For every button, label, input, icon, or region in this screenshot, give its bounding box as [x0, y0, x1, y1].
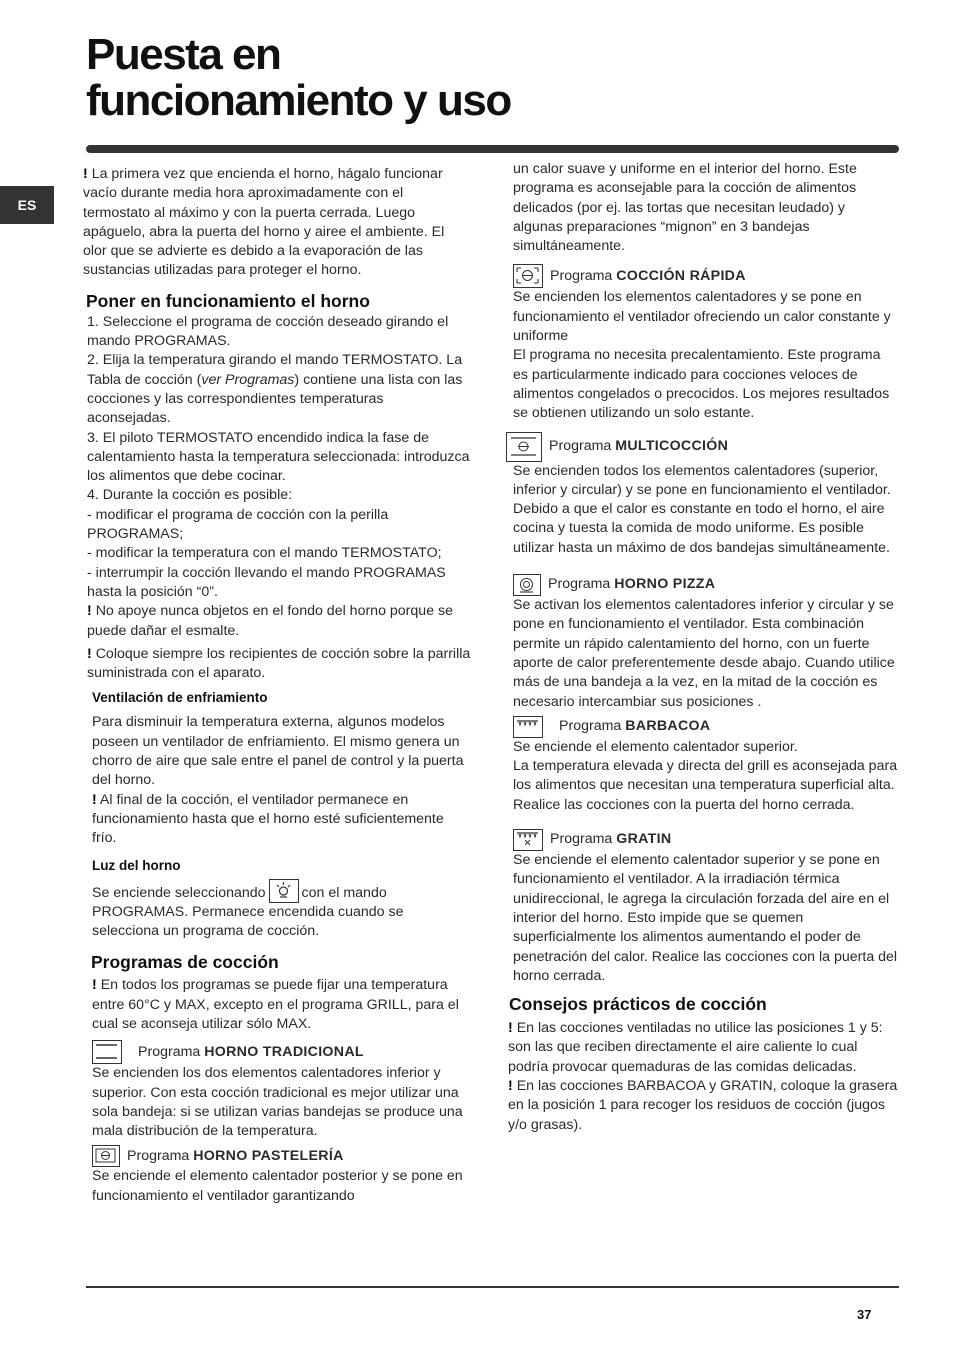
program-traditional-header: Programa HORNO TRADICIONAL — [92, 1040, 471, 1064]
title-rule — [86, 145, 899, 153]
ventilation-body — [83, 713, 471, 848]
pizza-text: Se activan los elementos calentadores inferior y circular y se pone en funcionamiento el ventilador. Esta combinación permite un rápido calentamiento del horno, con un fuerte aporte de calor preferentemente desde abajo. Cuando utilice más de una bandeja a la vez, en la mitad de la cocción es necesario intercambiar sus posiciones . — [513, 597, 895, 710]
bbq-text-1: Se enciende el elemento calentador superior. — [513, 738, 798, 755]
programs-body — [83, 976, 471, 1206]
page-number: 37 — [857, 1307, 872, 1322]
step-4: 4. Durante la cocción es posible: — [87, 487, 293, 504]
ventilation-title: Ventilación de enfriamiento — [92, 690, 268, 706]
programs-warning: ! En todos los programas se puede fijar una temperatura entre 60°C y MAX, excepto en el programa GRILL, para el cual se aconseja utilizar sólo MAX. — [92, 977, 459, 1032]
warning-enamel: ! No apoye nunca objetos en el fondo del horno porque se puede dañar el esmalte. — [87, 603, 454, 639]
warning-mark: ! — [83, 166, 88, 182]
rapid-text-1: Se encienden los elementos calentadores y se pone en funcionamiento el ventilador ofreciendo un calor constante y uniforme — [513, 289, 891, 345]
pastry-oven-icon — [92, 1145, 120, 1167]
program-name: HORNO TRADICIONAL — [204, 1043, 364, 1060]
start-steps — [83, 313, 471, 684]
multi-text: Se encienden todos los elementos calentadores (superior, inferior y circular) y se pone en funcionamiento el ventilador. Debido a que el calor es constante en todo el horno, el aire cocina y tuesta la comida de modo uniforme. Es posible utilizar hasta un máximo de dos bandejas simultáneamente. — [513, 462, 891, 556]
warning-grill: ! Coloque siempre los recipientes de cocción sobre la parrilla suministrada con el aparato. — [87, 645, 471, 682]
intro-paragraph: ! La primera vez que encienda el horno, hágalo funcionar vacío durante media hora aproximadamente con el termostato al máximo y con la puerta cerrada. Luego apáguelo, abra la puerta del horno y airee el ambiente. El olor que se advierte es debido a la evaporación de las sustancias utilizadas para proteger el horno. — [83, 166, 445, 279]
program-gratin-header: Programa GRATIN — [513, 829, 898, 851]
footer-rule — [86, 1286, 899, 1288]
tips-section-title: Consejos prácticos de cocción — [509, 994, 767, 1015]
programs-section-title: Programas de cocción — [91, 952, 279, 973]
tips-body — [508, 1019, 898, 1135]
pastry-text: Se enciende el elemento calentador posterior y se pone en funcionamiento el ventilador garantizando — [92, 1168, 463, 1204]
left-column — [83, 165, 471, 1206]
pastry-continuation: un calor suave y uniforme en el interior del horno. Este programa es aconsejable para la cocción de alimentos delicados (por ej. las tortas que necesitan leudado) y algunas preparaciones “mignon” en 3 bandejas simultáneamente. — [513, 161, 857, 255]
traditional-text: Se encienden los dos elementos calentadores inferior y superior. Con esta cocción tradicional es mejor utilizar una sola bandeja: si se utilizan varias bandejas se produce una mala distribución de la temperatura. — [92, 1065, 463, 1140]
rapid-cooking-icon — [513, 264, 543, 288]
rapid-text-2: El programa no necesita precalentamiento. Este programa es particularmente indicado para cocciones veloces de alimentos congelados o precocidos. Los mejores resultados se obtienen utilizando un solo estante. — [513, 347, 890, 422]
program-pastry-header: Programa HORNO PASTELERÍA — [92, 1145, 471, 1167]
step-4b: - modificar la temperatura con el mando TERMOSTATO; — [87, 545, 442, 562]
gratin-text: Se enciende el elemento calentador superior y se pone en funcionamiento el ventilador. A la irradiación térmica unidireccional, le agrega la circulación forzada del aire en el interior del horno. Esto impide que se quemen superficialmente los alimentos aumentando el poder de penetración del calor. Realice las cocciones con la puerta del horno cerrada. — [513, 852, 898, 984]
step-4a: - modificar el programa de cocción con la perilla PROGRAMAS; — [87, 506, 389, 543]
gratin-icon — [513, 829, 543, 851]
title-line-1: Puesta en — [86, 30, 281, 79]
pizza-oven-icon — [513, 574, 541, 596]
light-title: Luz del horno — [92, 857, 181, 873]
ventilation-text: Para disminuir la temperatura externa, algunos modelos poseen un ventilador de enfriamiento. El mismo genera un chorro de aire que sale entre el panel de control y la puerta del horno. — [92, 714, 464, 789]
title-line-2: funcionamiento y uso — [86, 76, 511, 125]
tip-1: ! En las cocciones ventiladas no utilice las posiciones 1 y 5: son las que reciben directamente el aire caliente lo cual podría provocar quemaduras de las comidas delicadas. — [508, 1020, 883, 1075]
start-section-title: Poner en funcionamiento el horno — [86, 290, 370, 311]
language-tab: ES — [0, 186, 54, 224]
step-3: 3. El piloto TERMOSTATO encendido indica la fase de calentamiento hasta la temperatura seleccionada: introduzca los alimentos que debe cocinar. — [87, 429, 470, 485]
bbq-text-2: La temperatura elevada y directa del grill es aconsejada para los alimentos que necesitan una temperatura superficial alta. Realice las cocciones con la puerta del horno cerrada. — [513, 758, 898, 813]
step-1: 1. Seleccione el programa de cocción deseado girando el mando PROGRAMAS. — [87, 313, 449, 350]
step-4c: - interrumpir la cocción llevando el mando PROGRAMAS hasta la posición “0”. — [87, 564, 446, 600]
light-body — [83, 879, 471, 942]
oven-light-icon — [269, 879, 299, 903]
right-column — [508, 160, 898, 1135]
page-title — [86, 32, 511, 124]
ventilation-warning: ! Al final de la cocción, el ventilador permanece en funcionamiento hasta que el horno esté suficientemente frío. — [92, 791, 444, 847]
multi-cooking-icon — [506, 432, 542, 462]
barbecue-grill-icon — [513, 716, 543, 738]
program-rapid-header: Programa COCCIÓN RÁPIDA — [513, 264, 898, 288]
program-pizza-header: Programa HORNO PIZZA — [513, 574, 898, 596]
program-multi-header: Programa MULTICOCCIÓN — [506, 432, 898, 462]
traditional-oven-icon — [92, 1040, 122, 1064]
tip-2: ! En las cocciones BARBACOA y GRATIN, coloque la grasera en la posición 1 para recoger los residuos de cocción (jugos y/o grasas). — [508, 1077, 898, 1133]
step-2: 2. Elija la temperatura girando el mando TERMOSTATO. La Tabla de cocción (ver Programas) contiene una lista con las cocciones y las correspondientes temperaturas aconsejadas. — [87, 352, 463, 427]
program-bbq-header: Programa BARBACOA — [513, 716, 898, 738]
light-text: Se enciende seleccionando con el mando PROGRAMAS. Permanece encendida cuando se selecciona un programa de cocción. — [92, 879, 471, 942]
